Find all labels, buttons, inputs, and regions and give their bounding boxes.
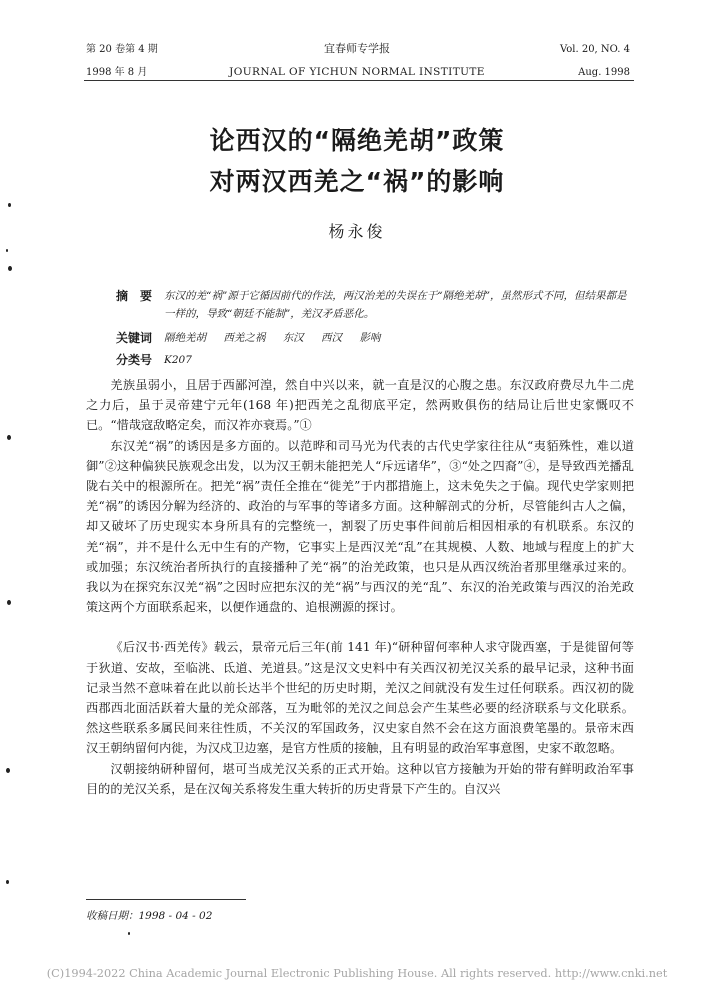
received-date: 收稿日期：1998 - 04 - 02 [86,910,213,922]
classification-label: 分类号 [116,353,153,367]
keyword: 西汉 [321,332,343,344]
scan-speck [7,600,11,605]
article-title-line-1: 论西汉的“隔绝羌胡”政策 [209,126,505,155]
classification [116,351,636,369]
copyright-notice: (C)1994-2022 China Academic Journal Electronic Publishing House. All rights reserved. http://www.cnki.net [46,967,668,980]
scan-speck [8,266,12,271]
journal-name-cn: 宜春师专学报 [324,42,390,55]
body-paragraph: 汉朝接纳研种留何，堪可当成羌汉关系的正式开始。这种以官方接触为开始的带有鲜明政治军事目的的羌汉关系，是在汉匈关系将发生重大转折的历史背景下产生的。自汉兴 [86,761,634,796]
body-paragraph: 羌族虽弱小，且居于西鄙河湟，然自中兴以来，就一直是汉的心腹之患。东汉政府费尽九牛二虎之力后，虽于灵帝建宁元年(168 年)把西羌之乱彻底平定，然两败俱伤的结局让后世史家慨叹不已。“惜哉寇敌略定矣，而汉祚亦衰焉。”① [86,378,634,433]
publication-date-en: Aug. 1998 [578,67,630,78]
header-rule [84,80,634,81]
scan-speck [6,249,8,252]
abstract-label: 摘 要 [116,289,153,303]
keyword: 隔绝羌胡 [164,332,206,344]
article-title-line-2: 对两汉西羌之“祸”的影响 [209,167,505,196]
keywords-label: 关键词 [116,331,153,345]
author-name: 杨永俊 [328,222,386,241]
keyword: 东汉 [282,332,304,344]
keyword: 西羌之祸 [223,332,266,344]
abstract-text: 东汉的羌“祸”源于它循因前代的作法，两汉治羌的失误在于“隔绝羌胡”，虽然形式不同，但结果都是一样的，导致“朝廷不能制”，羌汉矛盾恶化。 [164,290,627,320]
abstract [116,287,636,323]
body-paragraph: 东汉羌“祸”的诱因是多方面的。以范晔和司马光为代表的古代史学家往往从“夷貊殊性，难以道御”②这种偏狭民族观念出发，以为汉王朝未能把羌人“斥远诸华”，③“处之四裔”④，是导致西羌播乱陇右关中的根源所在。把羌“祸”责任全推在“徙羌”于内郡措施上，这未免失之于偏。现代史学家则把羌“祸”的诱因分解为经济的、政治的与军事的等诸多方面。这种解剖式的分析，尽管能纠古人之偏，却又破坏了历史现实本身所具有的完整统一，割裂了历史事件间前后相因相承的有机联系。东汉的羌“祸”，并不是什么无中生有的产物，它事实上是西汉羌“乱”在其规模、人数、地域与程度上的扩大或加强；东汉统治者所执行的直接播种了羌“祸”的治羌政策，也只是从西汉统治者那里继承过来的。我以为在探究东汉羌“祸”之因时应把东汉的羌“祸”与西汉的羌“乱”、东汉的治羌政策与西汉的治羌政策这两个方面联系起来，以便作通盘的、追根溯源的探讨。 [86,438,634,615]
publication-date: 1998 年 8 月 [86,67,148,78]
body-paragraph: 《后汉书·西羌传》载云，景帝元后三年(前 141 年)“研种留何率种人求守陇西塞，于是徙留何等于狄道、安故，至临洮、氐道、羌道县。”这是汉文史料中有关西汉初羌汉关系的最早记录，这种书面记录当然不意味着在此以前长达半个世纪的历史时期，羌汉之间就没有发生过任何联系。西汉初的陇西郡西北面活跃着大量的羌众部落，互为毗邻的羌汉之间总会产生某些必要的经济联系与文化联系。然这些联系多属民间来往性质，不关汉的军国政务，汉史家自然不会在这方面浪费笔墨的。景帝末西汉王朝纳留何内徙，为汉戍卫边塞，是官方性质的接触，且有明显的政治军事意图，史家不敢忽略。 [86,640,634,756]
article-body [86,375,634,799]
footnote-rule [86,899,246,900]
scan-speck [7,435,11,440]
volume-issue-en: Vol. 20, NO. 4 [559,44,630,55]
keyword: 影响 [359,332,381,344]
scan-speck [8,203,11,207]
volume-issue: 第 20 卷第 4 期 [86,44,158,55]
classification-value: K207 [164,354,192,366]
keywords [116,329,636,347]
scan-speck [6,880,9,884]
scan-speck [128,932,130,935]
scan-speck [6,768,10,773]
journal-name-en: JOURNAL OF YICHUN NORMAL INSTITUTE [229,66,485,78]
keywords-list [164,329,636,347]
